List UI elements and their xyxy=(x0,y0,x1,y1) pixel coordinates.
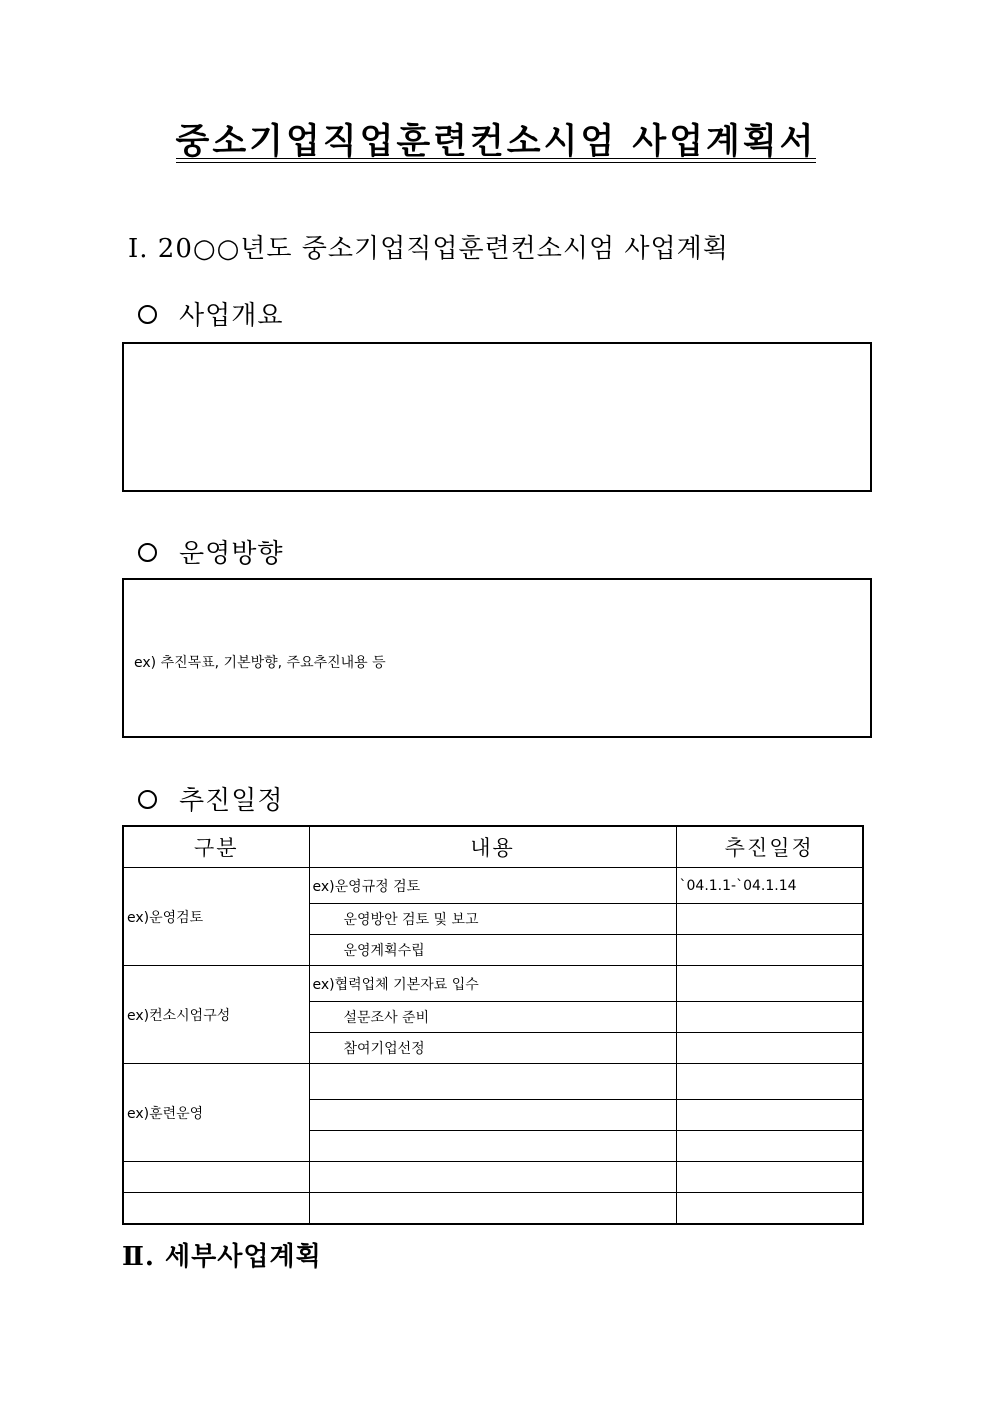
overview-heading-label: 사업개요 xyxy=(179,301,284,331)
table-row xyxy=(123,868,863,904)
content-cell: 운영계획수립 xyxy=(309,935,676,966)
date-cell xyxy=(676,1162,863,1193)
header-date: 추진일정 xyxy=(676,826,863,868)
category-cell: ex)훈련운영 xyxy=(123,1064,309,1162)
date-cell xyxy=(676,904,863,935)
overview-heading xyxy=(138,295,283,332)
table-header-row xyxy=(123,826,863,868)
content-cell: ex)협력업체 기본자료 입수 xyxy=(309,966,676,1002)
schedule-table xyxy=(122,825,864,1225)
date-cell xyxy=(676,966,863,1002)
schedule-heading xyxy=(138,780,283,817)
date-cell xyxy=(676,1064,863,1100)
date-cell xyxy=(676,935,863,966)
content-cell xyxy=(309,1162,676,1193)
date-cell: `04.1.1-`04.1.14 xyxy=(676,868,863,904)
direction-heading xyxy=(138,533,283,570)
content-cell xyxy=(309,1131,676,1162)
category-cell xyxy=(123,1162,309,1193)
header-category: 구분 xyxy=(123,826,309,868)
category-cell: ex)컨소시엄구성 xyxy=(123,966,309,1064)
content-cell: ex)운영규정 검토 xyxy=(309,868,676,904)
table-row xyxy=(123,1162,863,1193)
table-row xyxy=(123,1193,863,1225)
content-cell xyxy=(309,1100,676,1131)
section-2-heading: Ⅱ. 세부사업계획 xyxy=(122,1242,322,1272)
direction-box[interactable] xyxy=(122,578,872,738)
date-cell xyxy=(676,1131,863,1162)
table-row xyxy=(123,1064,863,1100)
content-cell: 설문조사 준비 xyxy=(309,1002,676,1033)
schedule-heading-label: 추진일정 xyxy=(179,786,284,816)
circle-bullet-icon xyxy=(138,305,157,324)
table-row xyxy=(123,966,863,1002)
date-cell xyxy=(676,1193,863,1225)
category-cell: ex)운영검토 xyxy=(123,868,309,966)
content-cell: 운영방안 검토 및 보고 xyxy=(309,904,676,935)
direction-text: ex) 추진목표, 기본방향, 주요추진내용 등 xyxy=(134,655,386,671)
document-title: 중소기업직업훈련컨소시엄 사업계획서 xyxy=(175,121,817,162)
direction-heading-label: 운영방향 xyxy=(179,539,284,569)
circle-bullet-icon xyxy=(138,790,157,809)
category-cell xyxy=(123,1193,309,1225)
overview-box[interactable] xyxy=(122,342,872,492)
header-content: 내용 xyxy=(309,826,676,868)
content-cell xyxy=(309,1064,676,1100)
content-cell xyxy=(309,1193,676,1225)
date-cell xyxy=(676,1033,863,1064)
content-cell: 참여기업선정 xyxy=(309,1033,676,1064)
section-1-heading: Ⅰ. 20○○년도 중소기업직업훈련컨소시엄 사업계획 xyxy=(128,234,729,264)
title-double-underline xyxy=(176,158,816,163)
circle-bullet-icon xyxy=(138,543,157,562)
date-cell xyxy=(676,1002,863,1033)
date-cell xyxy=(676,1100,863,1131)
